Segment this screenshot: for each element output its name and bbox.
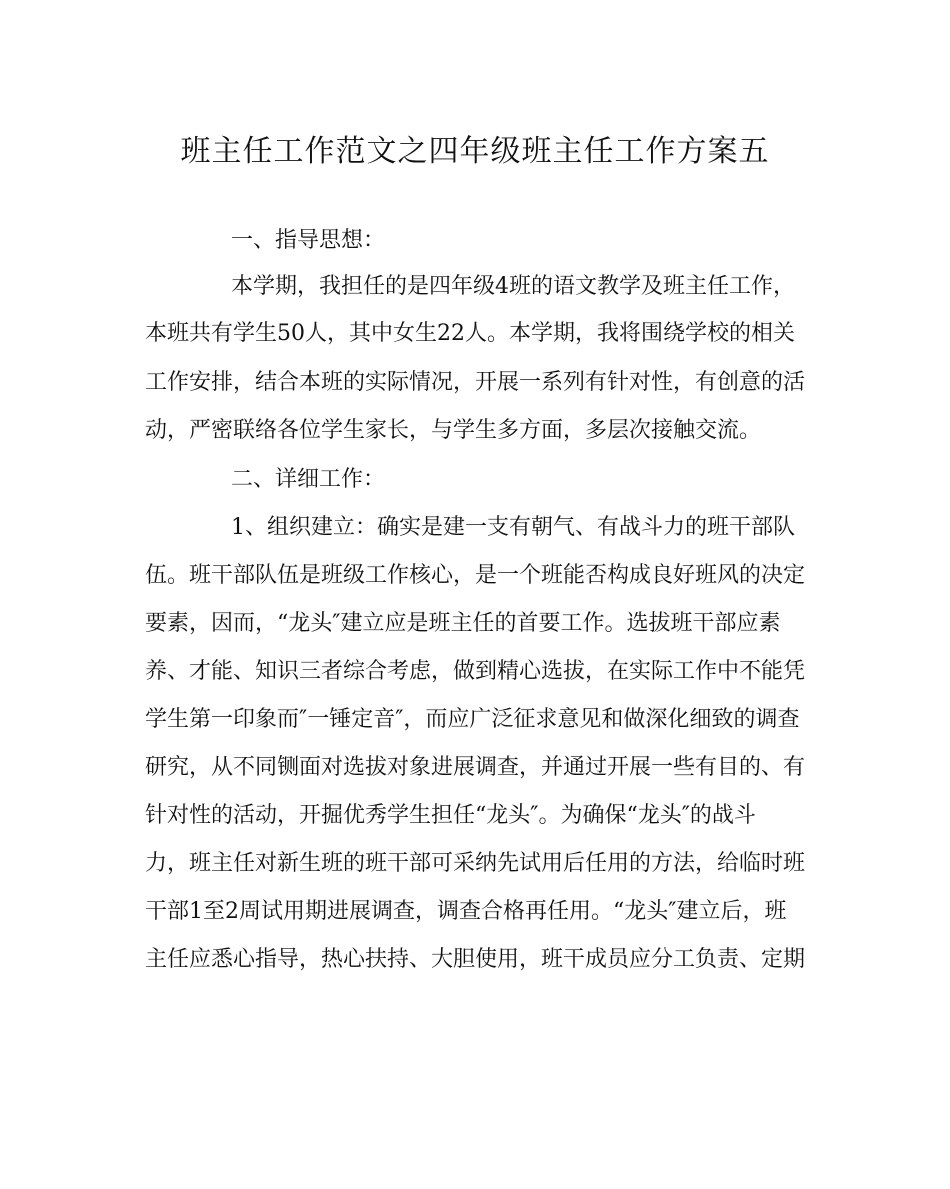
paragraph-line: 力，班主任对新生班的班干部可采纳先试用后任用的方法，给临时班 — [145, 851, 806, 876]
paragraph-line: 工作安排，结合本班的实际情况，开展一系列有针对性，有创意的活 — [145, 370, 806, 395]
document-title: 班主任工作范文之四年级班主任工作方案五 — [180, 134, 770, 169]
paragraph-line: 针对性的活动，开掘优秀学生担任“龙头″。为确保“龙头″的战斗 — [145, 803, 756, 828]
paragraph-line: 学生第一印象而″一锤定音″，而应广泛征求意见和做深化细致的调查 — [145, 707, 800, 732]
paragraph-line: 1、组织建立：确实是建一支有朝气、有战斗力的班干部队 — [231, 515, 795, 540]
paragraph-line: 本班共有学生50人，其中女生22人。本学期，我将围绕学校的相关 — [145, 321, 795, 346]
paragraph-line: 伍。班干部队伍是班级工作核心，是一个班能否构成良好班风的决定 — [145, 563, 806, 588]
paragraph-line: 动，严密联络各位学生家长，与学生多方面，多层次接触交流。 — [145, 418, 762, 443]
paragraph-line: 本学期，我担任的是四年级4班的语文教学及班主任工作， — [231, 274, 795, 299]
paragraph-line: 干部1至2周试用期进展调查，调查合格再任用。“龙头″建立后，班 — [145, 899, 787, 924]
section-heading-detailed-work: 二、详细工作： — [231, 467, 386, 492]
paragraph-line: 主任应悉心指导，热心扶持、大胆使用，班干成员应分工负责、定期 — [145, 947, 806, 972]
paragraph-line: 研究，从不同铡面对选拔对象进展调查，并通过开展一些有目的、有 — [145, 755, 806, 780]
section-heading-guiding-ideology: 一、指导思想： — [231, 228, 386, 253]
paragraph-line: 养、才能、知识三者综合考虑，做到精心选拔，在实际工作中不能凭 — [145, 659, 806, 684]
paragraph-line: 要素，因而，“龙头″建立应是班主任的首要工作。选拔班干部应素 — [145, 611, 781, 636]
